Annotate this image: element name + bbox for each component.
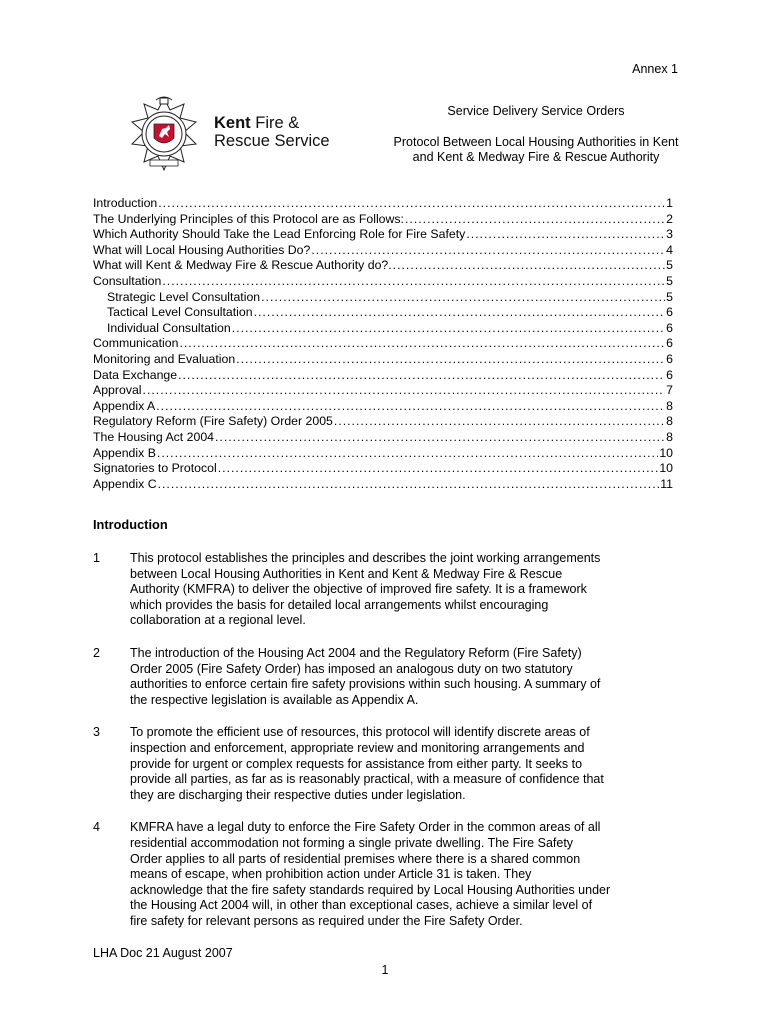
toc-entry-label: Strategic Level Consultation [107,289,261,304]
table-of-contents [93,196,673,492]
toc-entry-page: 5 [666,273,673,288]
toc-leader-dots [405,212,665,228]
toc-leader-dots [236,352,665,368]
toc-entry[interactable] [93,461,673,477]
toc-entry[interactable] [93,243,673,259]
toc-entry-label: Tactical Level Consultation [107,305,253,320]
paragraph-number: 2 [93,645,100,660]
toc-entry[interactable] [93,258,673,274]
toc-entry[interactable] [93,368,673,384]
paragraph-text: This protocol establishes the principles and describes the joint working arrangements between Local Housing Authorities in Kent and Kent & Medway Fire & Rescue Authority (KMFRA) to deliver the objective of improved fire safety. It is a framework which provides the basis for detailed local arrangements whilst encouraging collaboration at a regional level. [130,551,601,628]
toc-entry-label: The Underlying Principles of this Protocol are as Follows: [93,211,404,226]
toc-entry-label: Approval [93,383,142,398]
fire-brigade-badge-icon [126,96,202,176]
toc-entry-label: The Housing Act 2004 [93,429,214,444]
toc-leader-dots [215,430,665,446]
logo-fire: Fire & [250,114,300,132]
toc-leader-dots [158,477,660,493]
toc-leader-dots [156,399,665,415]
toc-leader-dots [179,336,665,352]
introduction-paragraphs [93,551,683,946]
logo-wordmark [214,114,330,150]
toc-leader-dots [218,461,659,477]
toc-leader-dots [157,446,658,462]
toc-entry-page: 4 [666,242,673,257]
numbered-paragraph [93,646,683,708]
kent-fire-rescue-logo [126,96,366,176]
toc-entry[interactable] [93,336,673,352]
numbered-paragraph [93,820,683,929]
toc-leader-dots [178,368,665,384]
toc-entry-page: 1 [666,196,673,210]
paragraph-text: The introduction of the Housing Act 2004 and the Regulatory Reform (Fire Safety) Order 2005 (Fire Safety Order) has imposed an analogous duty on two statutory authorities to enforce certain fire safety provisions within such housing. A summary of the respective legislation is available as Appendix A. [130,645,601,707]
toc-entry-page: 10 [659,461,673,476]
paragraph-text: KMFRA have a legal duty to enforce the Fire Safety Order in the common areas of all residential accommodation not forming a single private dwelling. The Fire Safety Order applies to all parts of residential premises where there is a shared common means of escape, when prohibition action under Article 31 is taken. They acknowledge that the fire safety standards required by Local Housing Authorities under the Housing Act 2004 will, in other than exceptional cases, achieve a similar level of fire safety for relevant persons as required under the Fire Safety Order. [130,820,611,928]
toc-entry-label: Appendix A [93,398,156,413]
toc-entry-label: What will Kent & Medway Fire & Rescue Authority do?. [93,258,392,273]
toc-entry-page: 11 [660,476,673,491]
toc-entry[interactable] [93,477,673,493]
toc-entry-label: Signatories to Protocol [93,461,217,476]
toc-entry-page: 5 [666,289,673,304]
toc-entry[interactable] [93,321,673,337]
footer-doc-ref: LHA Doc 21 August 2007 [93,946,233,960]
toc-entry-label: Appendix C [93,476,157,491]
document-title: Service Delivery Service Orders [447,104,625,118]
toc-entry[interactable] [93,414,673,430]
toc-entry[interactable] [93,212,673,228]
toc-entry-page: 6 [666,367,673,382]
toc-entry-page: 8 [666,429,673,444]
toc-entry-page: 3 [666,227,673,242]
toc-entry-label: Data Exchange [93,367,178,382]
toc-entry-page: 5 [666,258,673,273]
annex-label: Annex 1 [632,62,678,76]
paragraph-number: 4 [93,820,100,835]
toc-entry[interactable] [93,399,673,415]
paragraph-number: 3 [93,725,100,740]
toc-entry-page: 10 [659,445,673,460]
toc-entry[interactable] [93,290,673,306]
toc-leader-dots [162,274,665,290]
toc-entry-page: 8 [666,398,673,413]
logo-rescue-service: Rescue Service [214,132,330,150]
toc-entry[interactable] [93,383,673,399]
toc-entry-page: 6 [666,336,673,351]
toc-entry-page: 2 [666,211,673,226]
toc-leader-dots [261,290,665,306]
toc-entry-label: What will Local Housing Authorities Do? [93,242,311,257]
toc-entry-label: Communication [93,336,179,351]
toc-entry-page: 6 [666,351,673,366]
toc-entry-label: Individual Consultation [107,320,231,335]
toc-entry[interactable] [93,305,673,321]
toc-leader-dots [143,383,666,399]
toc-entry[interactable] [93,446,673,462]
toc-entry-label: Consultation [93,273,162,288]
toc-entry-page: 6 [666,305,673,320]
toc-entry-page: 6 [666,320,673,335]
numbered-paragraph [93,725,683,803]
toc-entry-label: Introduction [93,196,158,210]
toc-leader-dots [311,243,665,259]
section-heading-introduction: Introduction [93,517,168,532]
logo-kent: Kent [214,114,251,132]
toc-leader-dots [334,414,665,430]
numbered-paragraph [93,551,683,629]
toc-entry[interactable] [93,196,673,212]
toc-leader-dots [466,227,665,243]
toc-entry-page: 7 [666,383,673,398]
toc-entry[interactable] [93,274,673,290]
toc-entry[interactable] [93,430,673,446]
toc-entry-label: Regulatory Reform (Fire Safety) Order 2005 [93,414,333,429]
paragraph-text: To promote the efficient use of resources, this protocol will identify discrete areas of inspection and enforcement, appropriate review and monitoring arrangements and provide for urgent or complex requests for assistance from either party. It seeks to provide all parties, as far as is reasonably practical, with a measure of confidence that they are discharging their respective duties under legislation. [130,725,604,802]
page-number: 1 [381,963,389,977]
toc-entry-label: Monitoring and Evaluation [93,351,236,366]
toc-entry-label: Appendix B [93,445,156,460]
paragraph-number: 1 [93,551,100,565]
toc-entry[interactable] [93,352,673,368]
toc-leader-dots [393,258,665,274]
toc-entry[interactable] [93,227,673,243]
document-heading [392,104,680,166]
document-subtitle: Protocol Between Local Housing Authorities in Kent and Kent & Medway Fire & Rescue Authority [393,134,679,164]
toc-entry-page: 8 [666,414,673,429]
toc-leader-dots [254,305,666,321]
toc-leader-dots [232,321,665,337]
toc-entry-label: Which Authority Should Take the Lead Enforcing Role for Fire Safety [93,227,466,242]
toc-leader-dots [158,196,665,212]
